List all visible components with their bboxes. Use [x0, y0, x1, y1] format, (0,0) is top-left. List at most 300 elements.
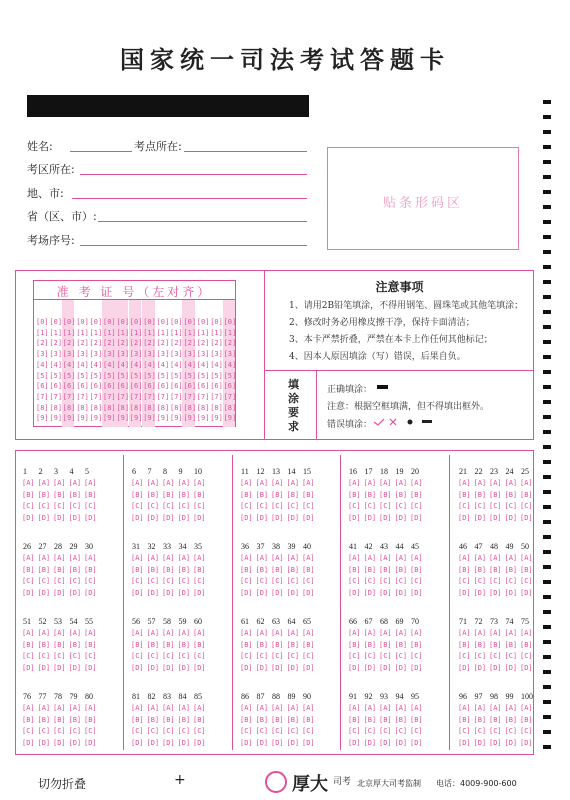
answer-bubble[interactable]: [D] — [68, 513, 82, 522]
answer-bubble[interactable]: [C] — [84, 577, 97, 585]
exam-id-bubble[interactable]: [9] — [89, 414, 103, 423]
answer-bubble[interactable]: [A] — [84, 554, 97, 562]
answer-bubble[interactable]: [D] — [302, 513, 315, 522]
answer-bubble[interactable]: [D] — [473, 663, 487, 672]
exam-id-bubble[interactable]: [5] — [223, 371, 237, 380]
exam-id-bubble[interactable]: [6] — [196, 382, 210, 391]
answer-bubble[interactable]: [D] — [520, 663, 533, 672]
answer-bubble[interactable]: [B] — [84, 715, 97, 724]
exam-id-bubble[interactable]: [8] — [223, 403, 237, 412]
exam-id-bubble[interactable]: [3] — [103, 350, 116, 359]
answer-bubble[interactable]: [C] — [520, 502, 533, 510]
answer-bubble[interactable]: [C] — [162, 727, 175, 735]
answer-bubble[interactable]: [B] — [363, 565, 377, 574]
answer-bubble[interactable]: [D] — [68, 738, 82, 747]
answer-bubble[interactable]: [A] — [68, 479, 82, 487]
exam-id-bubble[interactable]: [2] — [196, 339, 210, 348]
answer-bubble[interactable]: [B] — [255, 715, 269, 724]
exam-id-bubble[interactable]: [2] — [183, 339, 197, 348]
answer-bubble[interactable]: [B] — [131, 565, 144, 574]
answer-bubble[interactable]: [B] — [177, 640, 191, 649]
exam-id-bubble[interactable]: [2] — [210, 339, 223, 348]
answer-bubble[interactable]: [A] — [271, 554, 284, 562]
exam-id-bubble[interactable]: [2] — [36, 339, 49, 348]
exam-id-bubble[interactable]: [0] — [129, 318, 143, 326]
answer-bubble[interactable]: [B] — [193, 640, 206, 649]
answer-bubble[interactable]: [A] — [146, 629, 160, 637]
answer-bubble[interactable]: [A] — [473, 629, 487, 637]
answer-bubble[interactable]: [A] — [410, 479, 423, 487]
answer-bubble[interactable]: [A] — [504, 554, 518, 562]
answer-bubble[interactable]: [C] — [84, 727, 97, 735]
exam-id-bubble[interactable]: [9] — [103, 414, 116, 423]
answer-bubble[interactable]: [C] — [410, 577, 423, 585]
answer-bubble[interactable]: [C] — [504, 577, 518, 585]
answer-bubble[interactable]: [D] — [286, 513, 300, 522]
answer-bubble[interactable]: [A] — [520, 629, 533, 637]
exam-id-bubble[interactable]: [3] — [36, 350, 49, 359]
answer-bubble[interactable]: [A] — [348, 554, 361, 562]
answer-bubble[interactable]: [D] — [302, 588, 315, 597]
exam-id-bubble[interactable]: [8] — [183, 403, 197, 412]
exam-id-bubble[interactable]: [3] — [143, 350, 156, 359]
answer-bubble[interactable]: [C] — [410, 502, 423, 510]
exam-id-bubble[interactable]: [3] — [223, 350, 237, 359]
answer-bubble[interactable]: [B] — [131, 640, 144, 649]
answer-bubble[interactable]: [D] — [131, 588, 144, 597]
exam-id-bubble[interactable]: [5] — [62, 371, 76, 380]
exam-id-bubble[interactable]: [6] — [116, 382, 130, 391]
answer-bubble[interactable]: [D] — [394, 663, 408, 672]
answer-bubble[interactable]: [D] — [379, 588, 392, 597]
answer-bubble[interactable]: [A] — [410, 704, 423, 712]
answer-bubble[interactable]: [B] — [302, 565, 315, 574]
answer-bubble[interactable]: [D] — [286, 588, 300, 597]
exam-id-bubble[interactable]: [6] — [36, 382, 49, 391]
answer-bubble[interactable]: [C] — [410, 727, 423, 735]
exam-id-bubble[interactable]: [4] — [116, 360, 130, 369]
answer-bubble[interactable]: [A] — [363, 629, 377, 637]
answer-bubble[interactable]: [C] — [68, 502, 82, 510]
answer-bubble[interactable]: [D] — [504, 663, 518, 672]
answer-bubble[interactable]: [B] — [489, 565, 502, 574]
exam-id-bubble[interactable]: [7] — [196, 392, 210, 401]
exam-id-bubble[interactable]: [5] — [76, 371, 89, 380]
exam-id-bubble[interactable]: [0] — [36, 318, 49, 326]
exam-id-bubble[interactable]: [4] — [143, 360, 156, 369]
answer-bubble[interactable]: [A] — [37, 704, 51, 712]
answer-bubble[interactable]: [C] — [379, 577, 392, 585]
answer-bubble[interactable]: [A] — [473, 704, 487, 712]
answer-bubble[interactable]: [D] — [489, 738, 502, 747]
answer-bubble[interactable]: [A] — [22, 629, 35, 637]
exam-id-bubble[interactable]: [4] — [76, 360, 89, 369]
answer-bubble[interactable]: [C] — [68, 652, 82, 660]
answer-bubble[interactable]: [B] — [271, 565, 284, 574]
answer-bubble[interactable]: [A] — [53, 629, 66, 637]
answer-bubble[interactable]: [B] — [193, 715, 206, 724]
answer-bubble[interactable]: [B] — [255, 490, 269, 499]
answer-bubble[interactable]: [D] — [162, 513, 175, 522]
province-field[interactable] — [98, 221, 307, 222]
answer-bubble[interactable]: [B] — [53, 565, 66, 574]
answer-bubble[interactable]: [A] — [286, 479, 300, 487]
answer-bubble[interactable]: [C] — [146, 577, 160, 585]
answer-bubble[interactable]: [B] — [37, 715, 51, 724]
answer-bubble[interactable]: [A] — [363, 554, 377, 562]
answer-bubble[interactable]: [C] — [489, 502, 502, 510]
exam-id-bubble[interactable]: [5] — [196, 371, 210, 380]
exam-id-bubble[interactable]: [9] — [170, 414, 183, 423]
answer-bubble[interactable]: [A] — [379, 554, 392, 562]
answer-bubble[interactable]: [B] — [394, 490, 408, 499]
answer-bubble[interactable]: [D] — [520, 588, 533, 597]
answer-bubble[interactable]: [C] — [68, 727, 82, 735]
exam-id-bubble[interactable]: [6] — [49, 382, 63, 391]
answer-bubble[interactable]: [B] — [68, 490, 82, 499]
answer-bubble[interactable]: [A] — [504, 629, 518, 637]
answer-bubble[interactable]: [C] — [286, 502, 300, 510]
answer-bubble[interactable]: [B] — [458, 715, 471, 724]
answer-bubble[interactable]: [C] — [240, 727, 253, 735]
answer-bubble[interactable]: [D] — [410, 663, 423, 672]
answer-bubble[interactable]: [D] — [489, 513, 502, 522]
answer-bubble[interactable]: [C] — [255, 502, 269, 510]
exam-id-bubble[interactable]: [8] — [103, 403, 116, 412]
exam-id-bubble[interactable]: [4] — [183, 360, 197, 369]
answer-bubble[interactable]: [C] — [193, 502, 206, 510]
exam-id-bubble[interactable]: [0] — [196, 318, 210, 326]
answer-bubble[interactable]: [A] — [271, 704, 284, 712]
answer-bubble[interactable]: [A] — [131, 629, 144, 637]
answer-bubble[interactable]: [A] — [302, 629, 315, 637]
exam-id-bubble[interactable]: [4] — [89, 360, 103, 369]
answer-bubble[interactable]: [D] — [394, 738, 408, 747]
exam-id-bubble[interactable]: [1] — [103, 328, 116, 337]
exam-id-bubble[interactable]: [7] — [210, 392, 223, 401]
exam-id-bubble[interactable]: [0] — [116, 318, 130, 326]
answer-bubble[interactable]: [B] — [489, 715, 502, 724]
answer-bubble[interactable]: [B] — [162, 715, 175, 724]
answer-bubble[interactable]: [C] — [255, 577, 269, 585]
answer-bubble[interactable]: [B] — [458, 640, 471, 649]
answer-bubble[interactable]: [C] — [53, 577, 66, 585]
exam-id-bubble[interactable]: [3] — [156, 350, 170, 359]
answer-bubble[interactable]: [C] — [473, 727, 487, 735]
exam-id-bubble[interactable]: [1] — [196, 328, 210, 337]
answer-bubble[interactable]: [A] — [177, 704, 191, 712]
exam-id-bubble[interactable]: [3] — [129, 350, 143, 359]
answer-bubble[interactable]: [A] — [146, 479, 160, 487]
answer-bubble[interactable]: [C] — [458, 502, 471, 510]
answer-bubble[interactable]: [B] — [379, 490, 392, 499]
exam-id-bubble[interactable]: [4] — [196, 360, 210, 369]
answer-bubble[interactable]: [D] — [177, 738, 191, 747]
answer-bubble[interactable]: [A] — [302, 554, 315, 562]
exam-id-bubble[interactable]: [8] — [156, 403, 170, 412]
exam-id-bubble[interactable]: [6] — [156, 382, 170, 391]
answer-bubble[interactable]: [C] — [473, 577, 487, 585]
answer-bubble[interactable]: [C] — [504, 652, 518, 660]
exam-id-bubble[interactable]: [5] — [170, 371, 183, 380]
exam-id-bubble[interactable]: [1] — [210, 328, 223, 337]
answer-bubble[interactable]: [B] — [348, 715, 361, 724]
answer-bubble[interactable]: [C] — [177, 652, 191, 660]
answer-bubble[interactable]: [C] — [22, 577, 35, 585]
answer-bubble[interactable]: [A] — [37, 629, 51, 637]
answer-bubble[interactable]: [C] — [177, 577, 191, 585]
answer-bubble[interactable]: [C] — [363, 727, 377, 735]
exam-id-bubble[interactable]: [7] — [103, 392, 116, 401]
answer-bubble[interactable]: [A] — [286, 554, 300, 562]
answer-bubble[interactable]: [B] — [162, 490, 175, 499]
exam-id-bubble[interactable]: [0] — [183, 318, 197, 326]
answer-bubble[interactable]: [B] — [240, 490, 253, 499]
answer-bubble[interactable]: [B] — [84, 640, 97, 649]
exam-id-bubble[interactable]: [0] — [170, 318, 183, 326]
answer-bubble[interactable]: [D] — [473, 513, 487, 522]
answer-bubble[interactable]: [D] — [271, 588, 284, 597]
answer-bubble[interactable]: [D] — [520, 513, 533, 522]
answer-bubble[interactable]: [C] — [271, 502, 284, 510]
answer-bubble[interactable]: [B] — [53, 715, 66, 724]
answer-bubble[interactable]: [C] — [473, 652, 487, 660]
answer-bubble[interactable]: [C] — [131, 502, 144, 510]
answer-bubble[interactable]: [D] — [348, 663, 361, 672]
answer-bubble[interactable]: [C] — [271, 577, 284, 585]
answer-bubble[interactable]: [B] — [504, 490, 518, 499]
exam-id-bubble[interactable]: [4] — [62, 360, 76, 369]
exam-id-bubble[interactable]: [3] — [196, 350, 210, 359]
answer-bubble[interactable]: [B] — [240, 640, 253, 649]
exam-id-bubble[interactable]: [1] — [76, 328, 89, 337]
exam-site-field[interactable] — [184, 151, 307, 152]
answer-bubble[interactable]: [D] — [363, 663, 377, 672]
answer-bubble[interactable]: [B] — [22, 640, 35, 649]
answer-bubble[interactable]: [C] — [146, 652, 160, 660]
answer-bubble[interactable]: [D] — [410, 738, 423, 747]
exam-id-bubble[interactable]: [9] — [183, 414, 197, 423]
exam-id-bubble[interactable]: [2] — [116, 339, 130, 348]
exam-id-bubble[interactable]: [9] — [49, 414, 63, 423]
answer-bubble[interactable]: [C] — [379, 652, 392, 660]
answer-bubble[interactable]: [D] — [473, 738, 487, 747]
answer-bubble[interactable]: [D] — [84, 738, 97, 747]
answer-bubble[interactable]: [B] — [131, 715, 144, 724]
answer-bubble[interactable]: [B] — [410, 490, 423, 499]
answer-bubble[interactable]: [B] — [177, 490, 191, 499]
exam-id-bubble[interactable]: [9] — [156, 414, 170, 423]
answer-bubble[interactable]: [C] — [84, 502, 97, 510]
exam-id-bubble[interactable]: [8] — [170, 403, 183, 412]
answer-bubble[interactable]: [A] — [348, 629, 361, 637]
answer-bubble[interactable]: [A] — [379, 629, 392, 637]
exam-id-bubble[interactable]: [5] — [210, 371, 223, 380]
answer-bubble[interactable]: [A] — [348, 704, 361, 712]
exam-id-bubble[interactable]: [1] — [116, 328, 130, 337]
answer-bubble[interactable]: [A] — [489, 479, 502, 487]
exam-id-bubble[interactable]: [7] — [89, 392, 103, 401]
answer-bubble[interactable]: [C] — [131, 727, 144, 735]
exam-id-bubble[interactable]: [7] — [170, 392, 183, 401]
exam-id-bubble[interactable]: [5] — [156, 371, 170, 380]
answer-bubble[interactable]: [B] — [394, 640, 408, 649]
answer-bubble[interactable]: [B] — [489, 640, 502, 649]
answer-bubble[interactable]: [A] — [379, 479, 392, 487]
answer-bubble[interactable]: [C] — [84, 652, 97, 660]
answer-bubble[interactable]: [A] — [458, 554, 471, 562]
answer-bubble[interactable]: [B] — [255, 565, 269, 574]
exam-id-bubble[interactable]: [5] — [143, 371, 156, 380]
exam-id-bubble[interactable]: [2] — [62, 339, 76, 348]
exam-id-bubble[interactable]: [5] — [129, 371, 143, 380]
exam-id-bubble[interactable]: [4] — [223, 360, 237, 369]
answer-bubble[interactable]: [C] — [37, 577, 51, 585]
answer-bubble[interactable]: [C] — [193, 652, 206, 660]
answer-bubble[interactable]: [D] — [146, 513, 160, 522]
answer-bubble[interactable]: [B] — [146, 640, 160, 649]
answer-bubble[interactable]: [B] — [146, 565, 160, 574]
exam-id-bubble[interactable]: [1] — [170, 328, 183, 337]
answer-bubble[interactable]: [B] — [363, 640, 377, 649]
answer-bubble[interactable]: [D] — [53, 513, 66, 522]
answer-bubble[interactable]: [B] — [68, 640, 82, 649]
exam-id-bubble[interactable]: [3] — [210, 350, 223, 359]
answer-bubble[interactable]: [D] — [37, 513, 51, 522]
answer-bubble[interactable]: [D] — [504, 588, 518, 597]
exam-id-bubble[interactable]: [1] — [36, 328, 49, 337]
answer-bubble[interactable]: [C] — [458, 652, 471, 660]
answer-bubble[interactable]: [D] — [193, 738, 206, 747]
answer-bubble[interactable]: [C] — [286, 577, 300, 585]
exam-id-bubble[interactable]: [7] — [116, 392, 130, 401]
answer-bubble[interactable]: [A] — [84, 704, 97, 712]
answer-bubble[interactable]: [D] — [177, 513, 191, 522]
answer-bubble[interactable]: [A] — [177, 554, 191, 562]
answer-bubble[interactable]: [D] — [394, 588, 408, 597]
answer-bubble[interactable]: [C] — [255, 727, 269, 735]
answer-bubble[interactable]: [D] — [271, 738, 284, 747]
answer-bubble[interactable]: [D] — [379, 738, 392, 747]
answer-bubble[interactable]: [A] — [22, 704, 35, 712]
answer-bubble[interactable]: [C] — [162, 502, 175, 510]
answer-bubble[interactable]: [A] — [458, 479, 471, 487]
exam-id-bubble[interactable]: [9] — [62, 414, 76, 423]
answer-bubble[interactable]: [C] — [177, 502, 191, 510]
answer-bubble[interactable]: [D] — [473, 588, 487, 597]
exam-id-bubble[interactable]: [8] — [129, 403, 143, 412]
answer-bubble[interactable]: [A] — [348, 479, 361, 487]
exam-id-bubble[interactable]: [0] — [76, 318, 89, 326]
answer-bubble[interactable]: [A] — [84, 629, 97, 637]
exam-id-bubble[interactable]: [2] — [129, 339, 143, 348]
answer-bubble[interactable]: [D] — [84, 663, 97, 672]
exam-id-bubble[interactable]: [6] — [223, 382, 237, 391]
answer-bubble[interactable]: [A] — [131, 479, 144, 487]
answer-bubble[interactable]: [B] — [520, 640, 533, 649]
answer-bubble[interactable]: [C] — [489, 652, 502, 660]
answer-bubble[interactable]: [C] — [348, 502, 361, 510]
exam-id-bubble[interactable]: [8] — [196, 403, 210, 412]
answer-bubble[interactable]: [B] — [379, 715, 392, 724]
answer-bubble[interactable]: [D] — [504, 513, 518, 522]
exam-id-bubble[interactable]: [2] — [156, 339, 170, 348]
answer-bubble[interactable]: [A] — [489, 629, 502, 637]
answer-bubble[interactable]: [D] — [22, 588, 35, 597]
answer-bubble[interactable]: [C] — [379, 502, 392, 510]
exam-id-bubble[interactable]: [0] — [223, 318, 237, 326]
answer-bubble[interactable]: [B] — [68, 715, 82, 724]
answer-bubble[interactable]: [A] — [394, 554, 408, 562]
exam-id-bubble[interactable]: [5] — [116, 371, 130, 380]
exam-id-bubble[interactable]: [6] — [210, 382, 223, 391]
answer-bubble[interactable]: [B] — [84, 565, 97, 574]
exam-id-bubble[interactable]: [7] — [223, 392, 237, 401]
answer-bubble[interactable]: [B] — [473, 490, 487, 499]
answer-bubble[interactable]: [A] — [162, 704, 175, 712]
answer-bubble[interactable]: [B] — [473, 640, 487, 649]
name-field[interactable] — [70, 151, 132, 152]
answer-bubble[interactable]: [C] — [22, 727, 35, 735]
answer-bubble[interactable]: [C] — [131, 577, 144, 585]
answer-bubble[interactable]: [D] — [363, 738, 377, 747]
exam-id-bubble[interactable]: [2] — [143, 339, 156, 348]
answer-bubble[interactable]: [B] — [240, 565, 253, 574]
answer-bubble[interactable]: [C] — [520, 652, 533, 660]
answer-bubble[interactable]: [A] — [162, 629, 175, 637]
exam-id-bubble[interactable]: [5] — [36, 371, 49, 380]
answer-bubble[interactable]: [D] — [255, 513, 269, 522]
answer-bubble[interactable]: [D] — [177, 588, 191, 597]
answer-bubble[interactable]: [B] — [504, 640, 518, 649]
answer-bubble[interactable]: [D] — [410, 588, 423, 597]
answer-bubble[interactable]: [A] — [53, 554, 66, 562]
answer-bubble[interactable]: [D] — [146, 588, 160, 597]
answer-bubble[interactable]: [D] — [193, 513, 206, 522]
exam-id-bubble[interactable]: [3] — [170, 350, 183, 359]
exam-id-bubble[interactable]: [4] — [36, 360, 49, 369]
exam-id-bubble[interactable]: [4] — [129, 360, 143, 369]
answer-bubble[interactable]: [B] — [302, 715, 315, 724]
answer-bubble[interactable]: [A] — [193, 704, 206, 712]
answer-bubble[interactable]: [A] — [146, 704, 160, 712]
answer-bubble[interactable]: [C] — [520, 727, 533, 735]
exam-id-bubble[interactable]: [6] — [103, 382, 116, 391]
answer-bubble[interactable]: [D] — [240, 513, 253, 522]
answer-bubble[interactable]: [C] — [240, 502, 253, 510]
answer-bubble[interactable]: [B] — [473, 565, 487, 574]
answer-bubble[interactable]: [A] — [458, 629, 471, 637]
exam-id-bubble[interactable]: [8] — [210, 403, 223, 412]
answer-bubble[interactable]: [B] — [520, 565, 533, 574]
answer-bubble[interactable]: [A] — [410, 629, 423, 637]
answer-bubble[interactable]: [A] — [504, 479, 518, 487]
answer-bubble[interactable]: [C] — [489, 727, 502, 735]
answer-bubble[interactable]: [C] — [240, 652, 253, 660]
answer-bubble[interactable]: [A] — [520, 479, 533, 487]
answer-bubble[interactable]: [B] — [379, 640, 392, 649]
answer-bubble[interactable]: [D] — [286, 663, 300, 672]
answer-bubble[interactable]: [D] — [363, 588, 377, 597]
exam-id-bubble[interactable]: [3] — [89, 350, 103, 359]
exam-id-bubble[interactable]: [0] — [103, 318, 116, 326]
exam-id-bubble[interactable]: [6] — [89, 382, 103, 391]
answer-bubble[interactable]: [D] — [348, 588, 361, 597]
answer-bubble[interactable]: [A] — [504, 704, 518, 712]
answer-bubble[interactable]: [A] — [302, 704, 315, 712]
answer-bubble[interactable]: [D] — [379, 513, 392, 522]
answer-bubble[interactable]: [B] — [394, 565, 408, 574]
